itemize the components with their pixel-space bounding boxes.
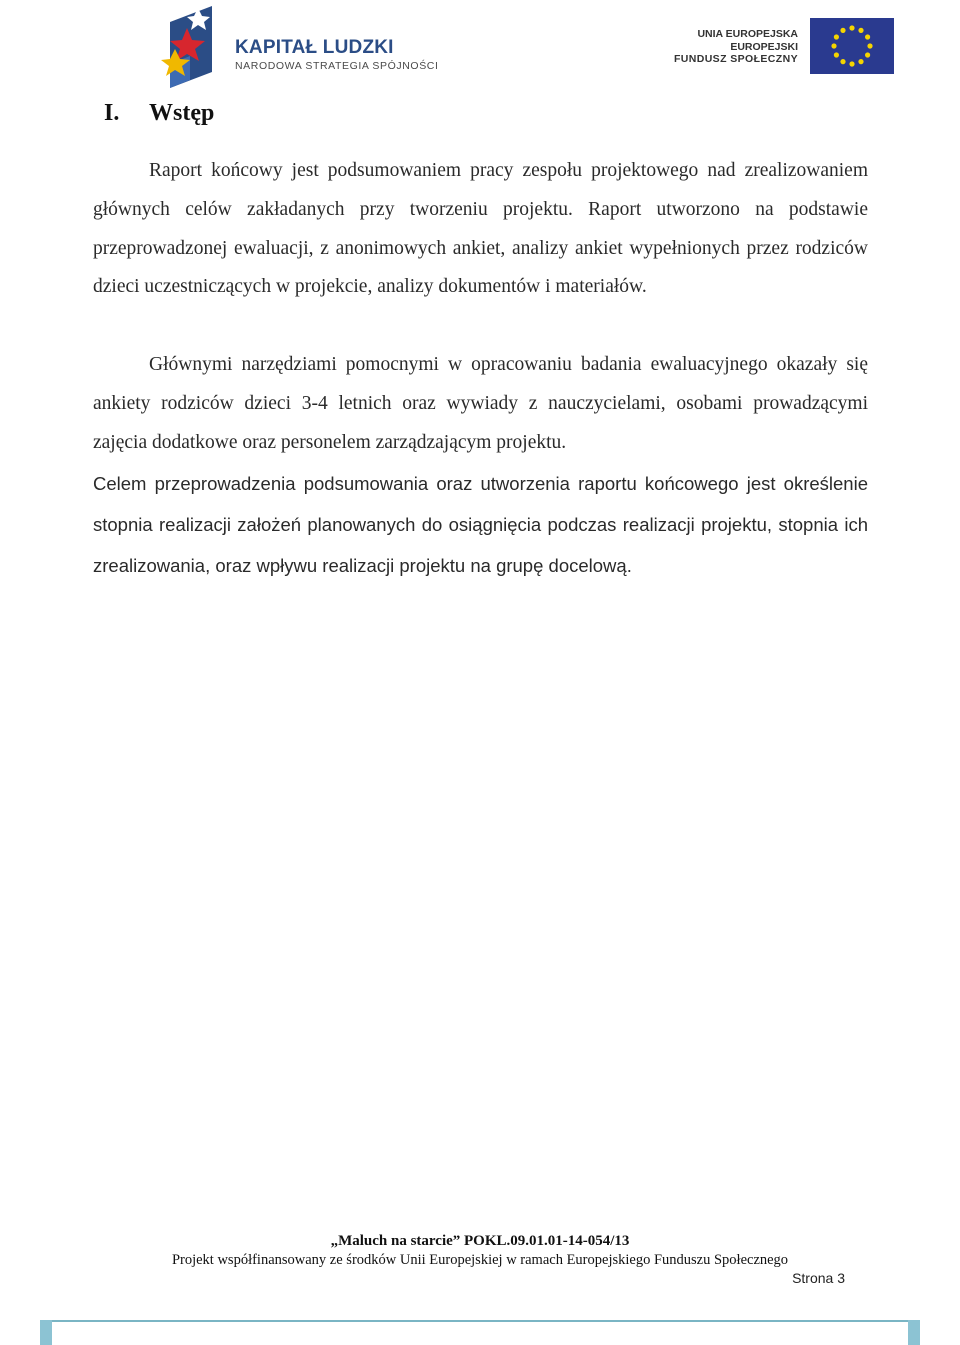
eu-label-line2: EUROPEJSKI <box>730 40 798 53</box>
section-heading <box>104 100 214 127</box>
intro-paragraph-3: Celem przeprowadzenia podsumowania oraz utworzenia raportu końcowego jest określenie stopnia realizacji założeń planowanych do osiągnięcia podczas realizacji projektu, stopnia ich zrealizowania, oraz wpływu realizacji projektu na grupę docelową. <box>93 473 868 576</box>
footer-tab-right <box>908 1320 920 1345</box>
eu-fund-label <box>674 28 798 66</box>
eu-label-line3: FUNDUSZ SPOŁECZNY <box>673 53 798 65</box>
eu-flag-icon <box>810 18 894 74</box>
page-footer <box>0 1232 960 1269</box>
intro-paragraph-2: Głównymi narzędziami pomocnymi w opracowaniu badania ewaluacyjnego okazały się ankiety rodziców dzieci 3-4 letnich oraz wywiady z nauczycielami, osobami prowadzącymi zajęcia dodatkowe oraz personelem zarządzającym projektu. <box>93 354 868 453</box>
page-header <box>0 0 960 95</box>
footer-project-name: „Maluch na starcie” POKL.09.01.01-14-054/13 <box>330 1233 630 1249</box>
section-title: Wstęp <box>149 100 215 126</box>
logo-subtitle: NARODOWA STRATEGIA SPÓJNOŚCI <box>235 60 439 72</box>
footer-cofinance-note: Projekt współfinansowany ze środków Unii Europejskiej w ramach Europejskiego Funduszu Społecznego <box>171 1252 789 1268</box>
footer-rule <box>40 1320 920 1322</box>
page-number: Strona 3 <box>792 1270 845 1286</box>
intro-paragraph-1: Raport końcowy jest podsumowaniem pracy zespołu projektowego nad zrealizowaniem głównych celów zakładanych przy tworzeniu projektu. Raport utworzono na podstawie przeprowadzonej ewaluacji, z anonimowych ankiet, analizy ankiet wypełnionych przez rodziców dzieci uczestniczących w projekcie, analizy dokumentów i materiałów. <box>93 160 868 298</box>
eu-label-line1: UNIA EUROPEJSKA <box>697 28 798 40</box>
footer-tab-left <box>40 1320 52 1345</box>
kapital-ludzki-mark-icon <box>160 4 220 88</box>
logo-title: KAPITAŁ LUDZKI <box>235 37 394 58</box>
section-number: I. <box>104 100 120 126</box>
kapital-ludzki-logo <box>160 4 439 88</box>
